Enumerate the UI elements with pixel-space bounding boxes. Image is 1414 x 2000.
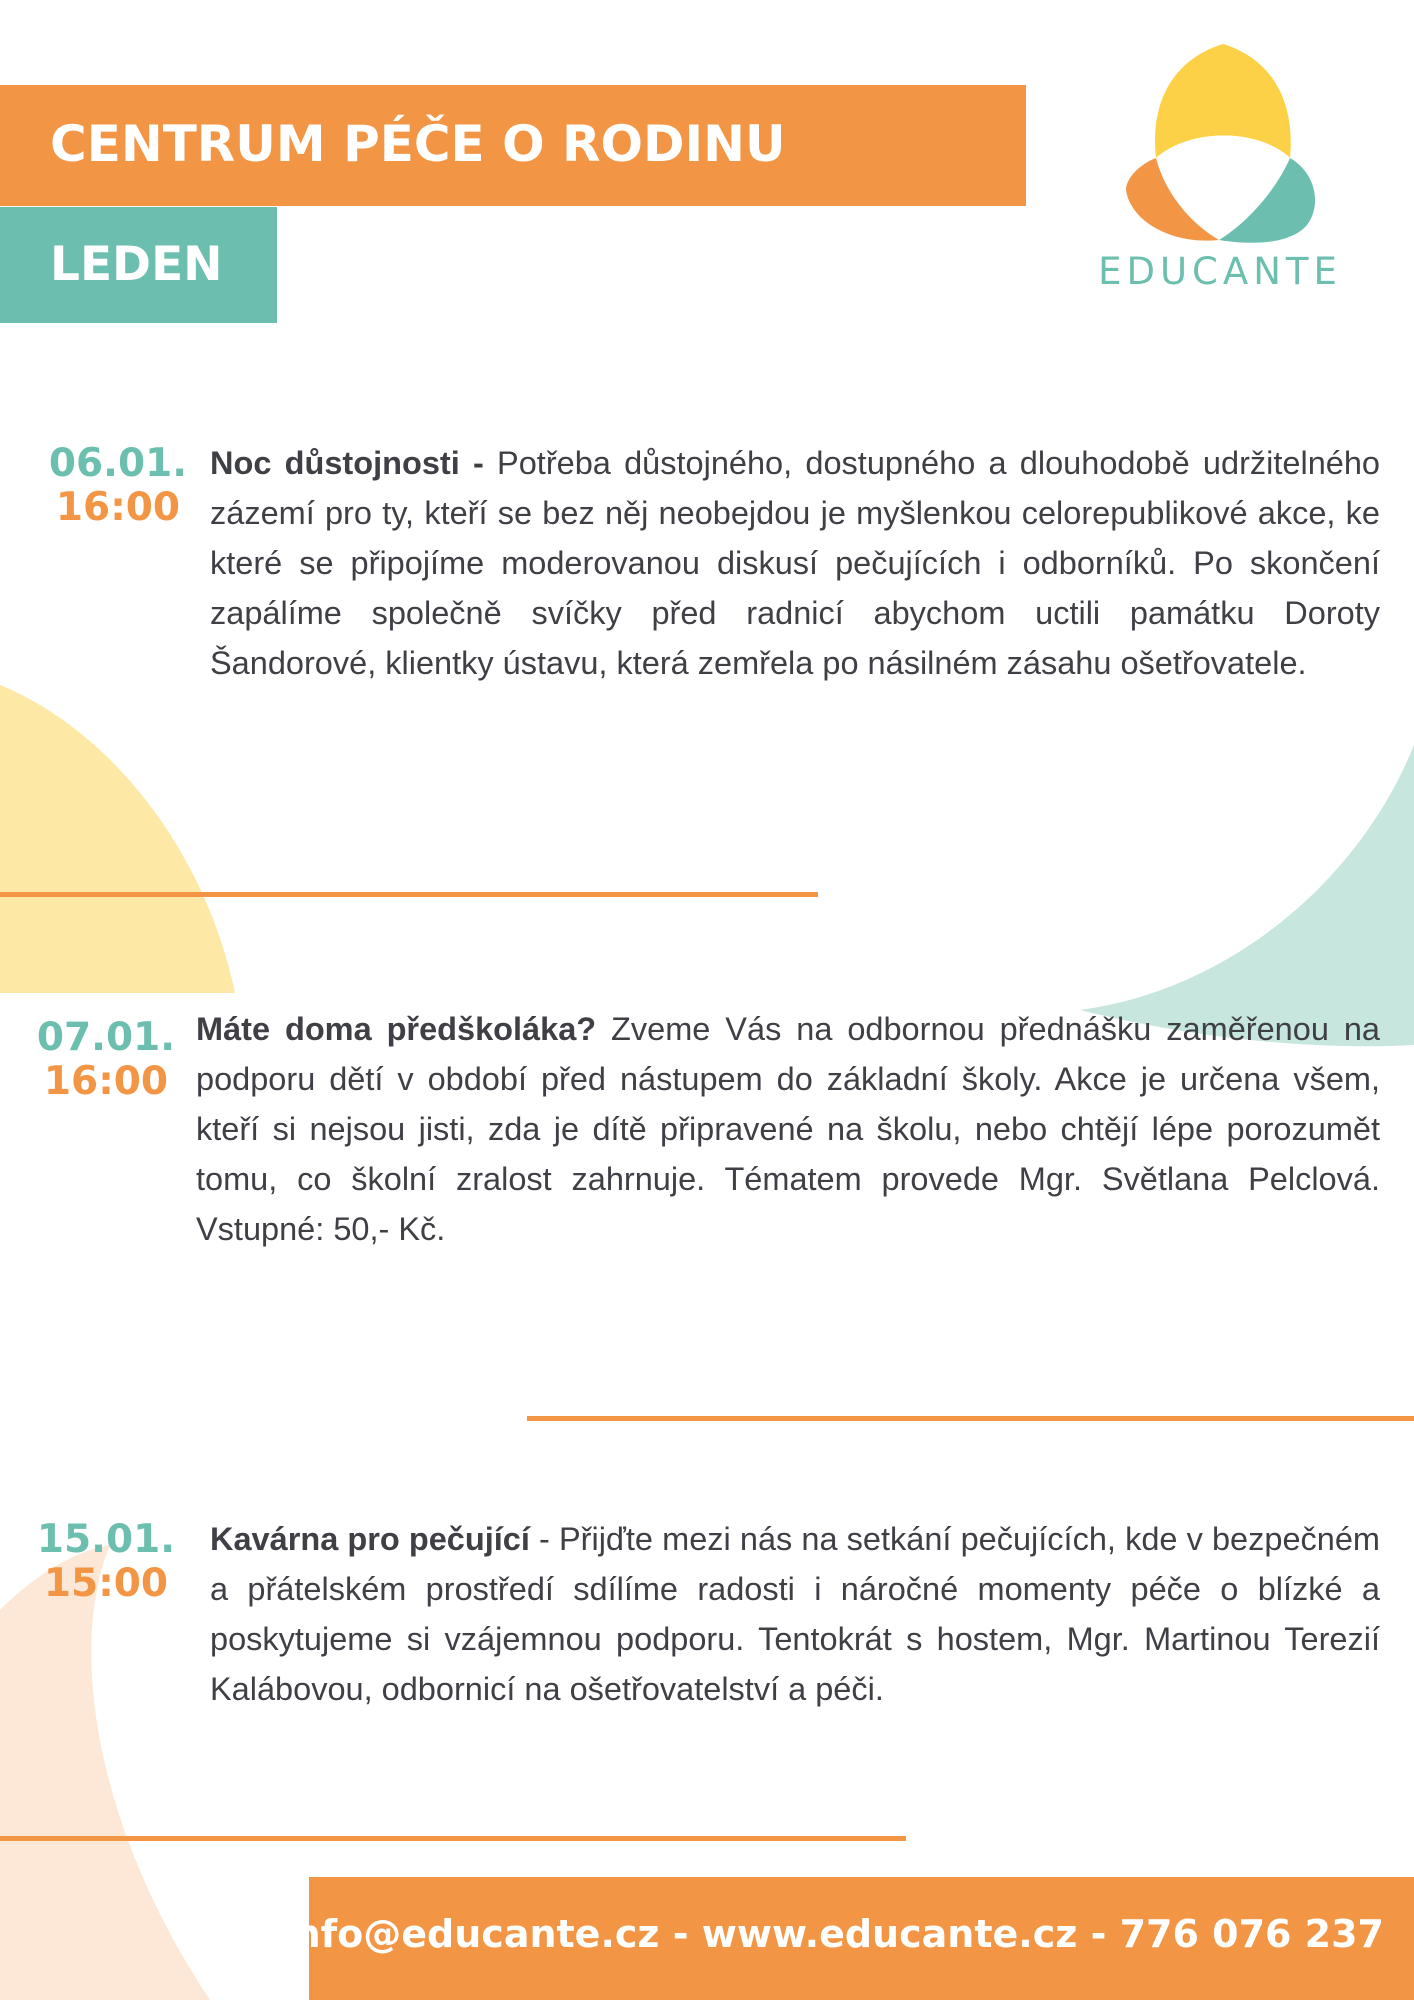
page-title: CENTRUM PÉČE O RODINU (50, 115, 786, 173)
logo-text: EDUCANTE (1098, 250, 1342, 293)
divider-1 (0, 892, 818, 897)
month-banner (0, 207, 277, 323)
teal-arc-shape (1080, 745, 1414, 1046)
event-text: Zveme Vás na odbornou přednášku zaměřenou na podporu dětí v období před nástupem do základní školy. Akce je určena všem, kteří si nejsou jisti, zda je dítě připravené na školu, nebo chtějí lépe porozumět tomu, co školní zralost zahrnuje. Tématem provede Mgr. Světlana Pelclová. Vstupné: 50,- Kč. (196, 1011, 1380, 1247)
event-time: 16:00 (55, 485, 181, 530)
event-date-block (36, 1016, 176, 1104)
event-title: Kavárna pro pečující (210, 1521, 530, 1557)
educante-logo (1070, 40, 1360, 300)
event-title: Máte doma předškoláka? (196, 1011, 597, 1047)
event-description (196, 1004, 1380, 1254)
yellow-arc-shape (0, 685, 235, 993)
event-date: 07.01. (36, 1015, 176, 1060)
event-date: 15.01. (36, 1517, 176, 1562)
event-date: 06.01. (48, 441, 188, 486)
event-description (210, 438, 1380, 688)
event-date-block (36, 1518, 176, 1606)
event-text: Potřeba důstojného, dostupného a dlouhodobě udržitelného zázemí pro ty, kteří se bez něj neobejdou je myšlenkou celorepublikové akce, ke které se připojíme moderovanou diskusí pečujících i odborníků. Po skončení zapálíme společně svíčky před radnicí abychom uctili památku Doroty Šandorové, klientky ústavu, která zemřela po násilném zásahu ošetřovatele. (210, 445, 1380, 681)
event-date-block (48, 442, 188, 530)
event-time: 15:00 (43, 1561, 169, 1606)
title-banner (0, 85, 1026, 206)
footer-contact[interactable]: info@educante.cz - www.educante.cz - 776 076 237 (280, 1912, 1384, 1956)
logo-petals-icon (1070, 40, 1360, 250)
event-text: - Přijďte mezi nás na setkání pečujících, kde v bezpečném a přátelském prostředí sdílíme radosti i náročné momenty péče o blízké a poskytujeme si vzájemnou podporu. Tentokrát s hostem, Mgr. Martinou Terezií Kalábovou, odbornicí na ošetřovatelství a péči. (210, 1521, 1380, 1707)
footer-contact-bar (280, 1877, 1414, 2000)
event-description (210, 1514, 1380, 1714)
peach-arc-shape (0, 1545, 210, 2000)
event-time: 16:00 (43, 1059, 169, 1104)
month-label: LEDEN (50, 237, 223, 292)
divider-3 (0, 1836, 906, 1841)
event-title: Noc důstojnosti - (210, 445, 484, 481)
divider-2 (527, 1416, 1414, 1421)
